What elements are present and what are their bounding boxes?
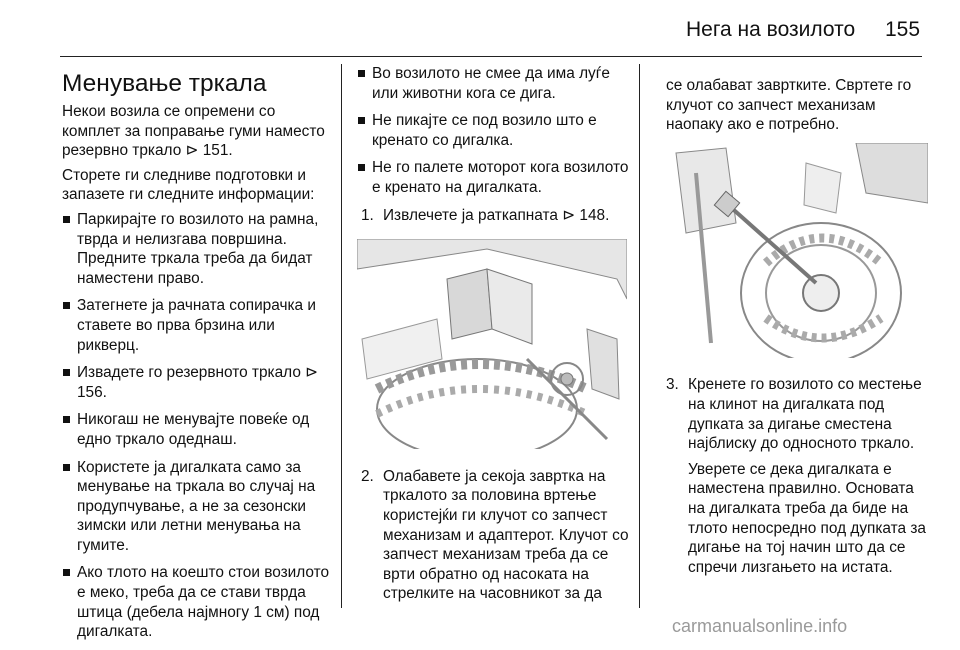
step-text: Извлечете ја раткапната ⊳ 148. [383,206,610,224]
step-text: Олабавете ја секоја завртка на тркалото за половина вртење користејќи ги клучот со запчест механизам и адаптерот. Клучот со запчест механизам треба да се врти обратно од насоката на стрелките на часовникот за да [383,467,629,603]
column-3 [666,76,928,583]
wheel-hubcap-illustration [357,239,627,449]
page-number: 155 [885,18,921,41]
step-number: 1. [361,206,374,224]
precaution-list [62,210,332,642]
column-divider [639,64,640,608]
step-text-note: Уверете се дека дигалката е наместена правилно. Основата на дигалката треба да биде на тлото непосредно под дупката за дигање на тој начин што да се спречи лизгањето на истата. [688,460,926,576]
list-item: Затегнете ја рачната сопирачка и ставете во прва брзина или рикверц. [62,296,332,355]
step-number: 3. [666,376,679,394]
list-item: Ако тлото на коешто стои возилото е меко, треба да се стави тврда штица (дебела најмногу 1 см) под дигалката. [62,563,332,641]
step-3 [666,375,928,577]
list-item: Никогаш не менувајте повеќе од едно тркало одеднаш. [62,410,332,449]
list-item: Извадете го резервното тркало ⊳ 156. [62,363,332,402]
watermark: carmanualsonline.info [672,616,848,636]
step-text: Кренете го возилото со местење на клинот на дигалката под дупката за дигање сместена најблиску до односното тркало. [688,376,922,453]
step-2 [361,467,629,604]
list-item: Не го палете моторот кога возилото е кренато на дигалката. [357,158,629,197]
header-rule [60,56,922,57]
page-header [0,0,960,60]
precaution-list-continued [357,64,629,198]
column-1 [62,64,332,650]
step-1 [361,206,629,226]
header-title: Нега на возилото [686,18,856,41]
list-item: Паркирајте го возилото на рамна, тврда и нелизгава површина. Предните тркала треба да бидат наместени право. [62,210,332,288]
intro-paragraph: Некои возила се опремени со комплет за поправање гуми наместо резервно тркало ⊳ 151. [62,103,325,160]
section-title: Менување тркала [62,70,267,97]
wheel-wrench-illustration [666,143,928,358]
list-item: Користете ја дигалката само за менување на тркала во случај на продупчување, а не за сезонски зимски или летни менувања на гумите. [62,458,332,556]
step-2-continued: се олабават завртките. Свртете го клучот со запчест механизам наопаку ако е потребно. [666,77,912,134]
column-divider [341,64,342,608]
list-item: Не пикајте се под возило што е кренато со дигалка. [357,111,629,150]
step-number: 2. [361,467,374,485]
prep-paragraph: Сторете ги следниве подготовки и запазете ги следните информации: [62,166,315,204]
list-item: Во возилото не смее да има луѓе или животни кога се дига. [357,64,629,103]
column-2 [357,64,629,610]
